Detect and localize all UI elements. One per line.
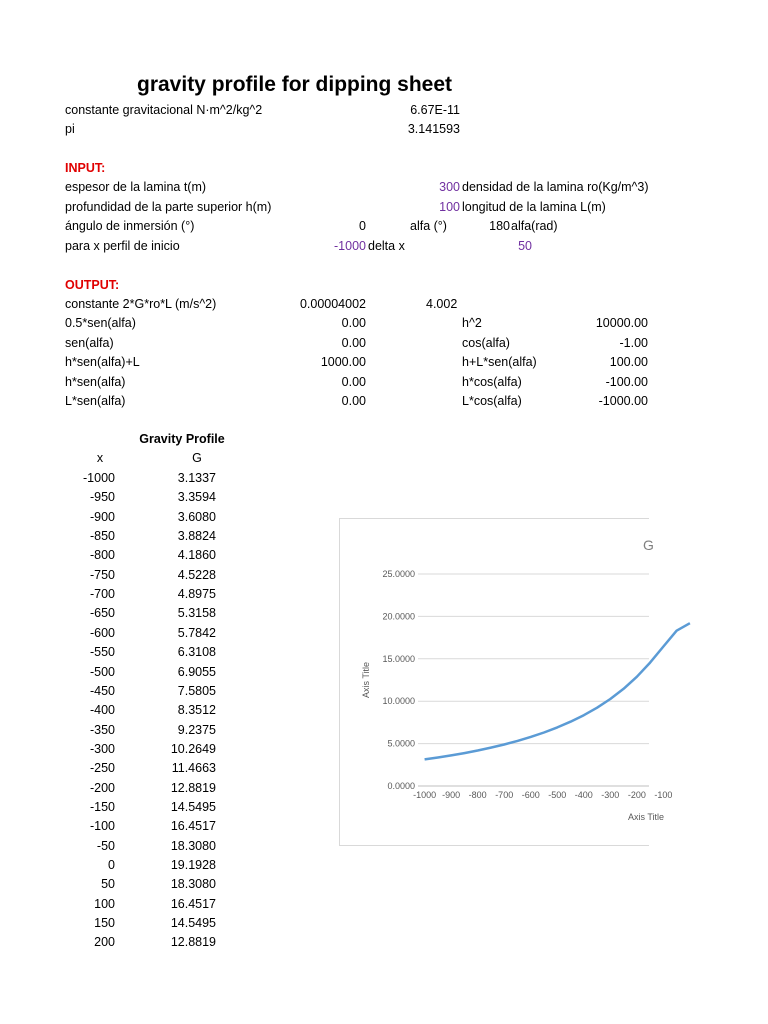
- table-cell-x: -100: [89, 819, 115, 834]
- table-cell-g: 11.4663: [171, 761, 216, 776]
- longitud-label: longitud de la lamina L(m): [462, 200, 606, 214]
- table-cell-g: 16.4517: [170, 819, 216, 834]
- table-cell-g: 14.5495: [170, 916, 216, 931]
- output-row-value: 1000.00: [320, 355, 366, 369]
- output-row-value2: 100.00: [609, 355, 648, 369]
- table-cell-x: 100: [94, 896, 115, 911]
- y-tick-label: 25.0000: [382, 569, 415, 579]
- table-cell-g: 7.5805: [177, 683, 216, 698]
- grav-const-value: 6.67E-11: [410, 103, 460, 117]
- table-cell-g: 6.3108: [177, 645, 216, 660]
- y-axis-title: Axis Title: [361, 661, 371, 699]
- alfa-deg-label: alfa (°): [410, 219, 447, 233]
- const-2g-value-scaled: 4.002: [426, 297, 458, 311]
- table-cell-g: 4.1860: [177, 548, 216, 563]
- y-tick-label: 0.0000: [387, 781, 415, 791]
- y-tick-label: 5.0000: [387, 738, 415, 749]
- output-row-value: 0.00: [341, 335, 366, 350]
- table-cell-x: 200: [94, 935, 115, 950]
- output-row-value: 0.00: [341, 394, 366, 408]
- gravity-chart[interactable]: [339, 518, 673, 846]
- table-cell-g: 5.7842: [177, 625, 216, 640]
- col-header-x: x: [96, 451, 104, 465]
- alfa-deg-value: 180: [489, 219, 510, 233]
- table-cell-x: -800: [89, 548, 115, 563]
- table-cell-x: -750: [89, 567, 115, 582]
- angulo-label: ángulo de inmersión (°): [65, 219, 195, 233]
- x-tick-label: -400: [574, 790, 593, 800]
- table-cell-g: 14.5495: [170, 799, 216, 814]
- table-cell-g: 8.3512: [177, 703, 216, 718]
- output-row-label2: h+L*sen(alfa): [462, 355, 537, 369]
- output-row-value: 0.00: [341, 374, 366, 389]
- alfa-rad-label: alfa(rad): [511, 219, 558, 233]
- output-row-label2: h^2: [462, 316, 482, 330]
- pi-label: pi: [65, 122, 75, 136]
- table-cell-x: -1000: [83, 471, 115, 485]
- table-cell-x: -950: [89, 490, 115, 505]
- table-cell-g: 3.6080: [177, 509, 216, 524]
- y-tick-label: 20.0000: [382, 611, 415, 622]
- output-row-label: h*sen(alfa)+L: [65, 355, 140, 369]
- output-row-value2: -1000.00: [598, 394, 648, 408]
- y-tick-label: 10.0000: [382, 696, 415, 707]
- table-cell-x: -200: [89, 780, 115, 795]
- input-heading: INPUT:: [65, 161, 106, 175]
- espesor-value[interactable]: 300: [439, 180, 460, 194]
- table-cell-x: -50: [96, 838, 115, 853]
- table-cell-g: 3.8824: [177, 529, 216, 544]
- table-cell-g: 6.9055: [177, 664, 216, 679]
- chart-title: G: [643, 537, 654, 553]
- table-cell-g: 3.3594: [177, 490, 216, 505]
- x-tick-label: -900: [442, 790, 461, 800]
- x-tick-label: -700: [495, 790, 514, 800]
- output-row-label: h*sen(alfa): [65, 374, 126, 389]
- page-title: gravity profile for dipping sheet: [137, 73, 453, 96]
- table-cell-x: -700: [89, 587, 115, 602]
- table-cell-g: 16.4517: [170, 896, 216, 911]
- x-tick-label: -500: [548, 790, 567, 800]
- table-cell-g: 4.5228: [177, 567, 216, 582]
- x-tick-label: -300: [601, 790, 620, 800]
- chart-svg: [340, 519, 673, 845]
- x-axis-title: Axis Title: [628, 812, 665, 822]
- table-cell-g: 5.3158: [177, 606, 216, 621]
- angulo-value[interactable]: 0: [359, 219, 366, 233]
- table-cell-x: -450: [89, 683, 115, 698]
- output-row-label: L*sen(alfa): [65, 394, 126, 408]
- table-cell-x: 0: [108, 858, 115, 872]
- profundidad-value[interactable]: 100: [439, 200, 460, 214]
- table-cell-g: 18.3080: [170, 877, 216, 892]
- table-cell-x: 150: [94, 916, 115, 931]
- output-heading: OUTPUT:: [65, 278, 120, 292]
- table-cell-x: -850: [89, 529, 115, 544]
- x-tick-label: -1000: [413, 790, 437, 800]
- output-row-label2: L*cos(alfa): [462, 394, 522, 408]
- delta-x-value[interactable]: 50: [518, 239, 532, 253]
- const-2g-label: constante 2*G*ro*L (m/s^2): [65, 297, 217, 311]
- table-title: Gravity Profile: [139, 432, 225, 446]
- espesor-label: espesor de la lamina t(m): [65, 180, 207, 194]
- table-cell-x: -300: [89, 741, 115, 756]
- x-tick-label: -800: [468, 790, 487, 800]
- table-cell-x: -900: [89, 509, 115, 524]
- table-cell-g: 12.8819: [170, 935, 216, 950]
- output-row-value2: 10000.00: [595, 316, 648, 330]
- para-x-label: para x perfil de inicio: [65, 239, 180, 253]
- table-cell-x: -350: [89, 722, 115, 737]
- profundidad-label: profundidad de la parte superior h(m): [65, 200, 272, 214]
- output-row-label2: h*cos(alfa): [462, 374, 522, 389]
- x-tick-label: -100: [654, 790, 673, 800]
- output-row-label2: cos(alfa): [462, 335, 510, 350]
- table-cell-x: -250: [89, 761, 115, 776]
- table-cell-x: -500: [89, 664, 115, 679]
- pi-value: 3.141593: [407, 122, 460, 136]
- output-row-value2: -1.00: [619, 335, 648, 350]
- table-cell-g: 4.8975: [177, 587, 216, 602]
- delta-x-label: delta x: [368, 239, 405, 253]
- para-x-value[interactable]: -1000: [334, 239, 366, 253]
- table-cell-g: 10.2649: [170, 741, 216, 756]
- table-cell-x: -600: [89, 625, 115, 640]
- x-tick-label: -200: [627, 790, 646, 800]
- table-cell-x: -650: [89, 606, 115, 621]
- output-row-value2: -100.00: [605, 374, 648, 389]
- table-cell-g: 19.1928: [170, 858, 216, 872]
- const-2g-value: 0.00004002: [299, 297, 366, 311]
- y-tick-label: 15.0000: [382, 653, 415, 664]
- series-line: [425, 623, 690, 759]
- table-cell-g: 9.2375: [177, 722, 216, 737]
- table-cell-g: 18.3080: [170, 838, 216, 853]
- table-cell-x: -150: [89, 799, 115, 814]
- x-tick-label: -600: [521, 790, 540, 800]
- output-row-label: sen(alfa): [65, 335, 114, 350]
- table-cell-x: 50: [101, 877, 115, 892]
- table-cell-x: -400: [89, 703, 115, 718]
- table-cell-g: 12.8819: [170, 780, 216, 795]
- grav-const-label: constante gravitacional N·m^2/kg^2: [65, 103, 263, 117]
- output-row-value: 0.00: [341, 316, 366, 330]
- table-cell-x: -550: [89, 645, 115, 660]
- table-cell-g: 3.1337: [177, 471, 216, 485]
- col-header-g: G: [192, 451, 202, 465]
- output-row-label: 0.5*sen(alfa): [65, 316, 136, 330]
- densidad-label: densidad de la lamina ro(Kg/m^3): [462, 180, 649, 194]
